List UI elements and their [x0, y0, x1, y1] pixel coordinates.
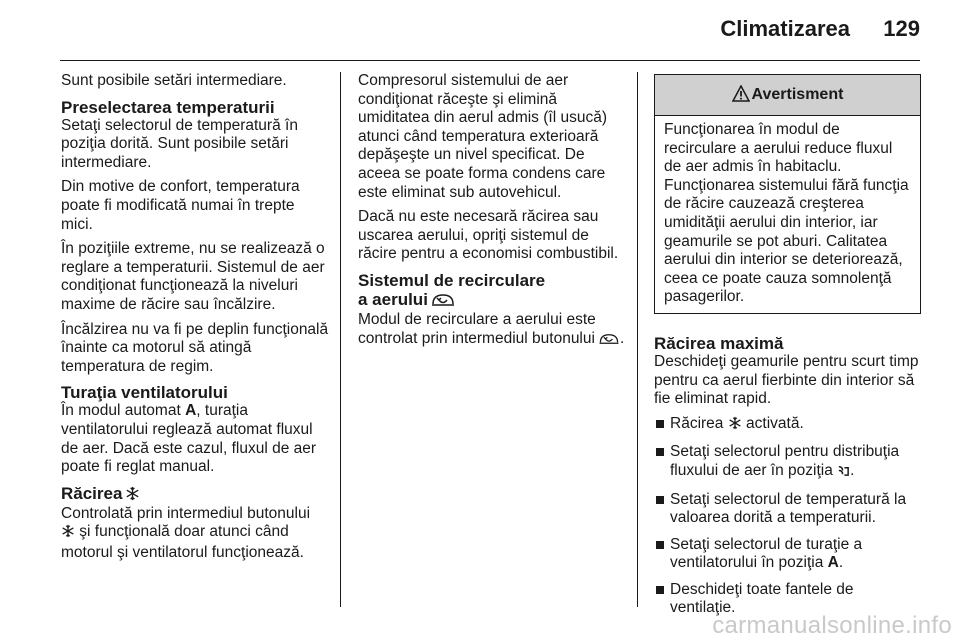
column-divider: [637, 72, 638, 607]
section-heading-max-cooling: Răcirea maximă: [654, 333, 784, 353]
bullet-square: [656, 586, 664, 594]
paragraph: [61, 505, 329, 563]
page-title: Climatizarea: [720, 16, 850, 41]
column-2: [358, 72, 626, 356]
text: Setaţi selectorul pentru distribuţia fluxului de aer în poziţia: [670, 443, 900, 479]
paragraph: Încălzirea nu va fi pe deplin funcţională înainte ca motorul să atingă temperatura de regim.: [61, 320, 329, 375]
snowflake-icon: [61, 524, 75, 544]
page-number: 129: [883, 16, 920, 41]
text: .: [838, 554, 844, 572]
bullet-square: [656, 541, 664, 549]
list-item: [654, 443, 922, 482]
paragraph: Setaţi selectorul de temperatură în poziţia dorită. Sunt posibile setări intermediare.: [61, 116, 298, 171]
snowflake-icon: [728, 416, 742, 436]
section-heading-preselect: Preselectarea temperaturii: [61, 97, 275, 117]
column-1: [61, 72, 329, 568]
heading-text: a aerului: [358, 289, 428, 309]
snowflake-icon: [125, 486, 140, 505]
bullet-list: [654, 415, 922, 618]
header-divider: [60, 60, 920, 61]
section-heading-fan: Turaţia ventilatorului: [61, 383, 228, 403]
paragraph: [358, 311, 626, 350]
intro-text: Sunt posibile setări intermediare.: [61, 72, 287, 89]
heading-text: Sistemul de recirculare: [358, 270, 546, 290]
text: , turaţia ventilatorului reglează automat fluxul de aer. Dacă este cazul, fluxul de aer poate fi reglat manual.: [61, 402, 317, 476]
section-heading-recirculation: [358, 271, 626, 311]
warning-box: [654, 74, 921, 314]
auto-mode-symbol: A: [185, 402, 197, 420]
bullet-square: [656, 496, 664, 504]
text: Controlată prin intermediul butonului: [61, 504, 311, 522]
text: .: [619, 329, 625, 347]
text: Modul de recirculare a aerului este controlat prin intermediul butonului: [358, 310, 596, 347]
bullet-square: [656, 420, 664, 428]
section-heading-cooling: [61, 484, 329, 505]
paragraph: În poziţiile extreme, nu se realizează o reglare a temperaturii. Sistemul de aer condiţionat funcţionează la niveluri maxime de răcire sau încălzire.: [61, 240, 325, 313]
text: .: [850, 461, 855, 479]
recirculation-icon: [431, 292, 455, 311]
warning-triangle-icon: [732, 78, 750, 118]
text: Răcirea: [670, 414, 728, 432]
watermark: carmanualsonline.info: [712, 612, 952, 639]
column-3: [654, 72, 922, 626]
paragraph: Dacă nu este necesară răcirea sau uscarea aerului, opriţi sistemul de răcire pentru a economisi combustibil.: [358, 208, 619, 263]
warning-title: Avertisment: [751, 86, 844, 103]
text: Deschideţi toate fantele de ventilaţie.: [670, 580, 854, 617]
warning-text: Funcţionarea în modul de recirculare a aerului reduce fluxul de aer admis în habitaclu. Funcţionarea sistemului fără funcţia de răcire cauzează creşterea umidităţii aerului din interior, iar geamurile se pot aburi. Calitatea aerului din interior se deteriorează, ceea ce poate cauza somnolenţă pasagerilor.: [664, 121, 909, 306]
text: activată.: [741, 414, 804, 432]
paragraph: [61, 402, 329, 476]
auto-mode-symbol: A: [827, 554, 839, 572]
list-item: [654, 491, 922, 528]
text: Setaţi selectorul de turaţie a ventilatorului în poziţia: [670, 535, 863, 572]
heading-text: Răcirea: [61, 483, 123, 503]
text: Setaţi selectorul de temperatură la valoarea dorită a temperaturii.: [670, 490, 907, 527]
list-item: [654, 536, 922, 573]
text: În modul automat: [61, 402, 186, 420]
warning-header: [655, 75, 920, 116]
paragraph: Deschideţi geamurile pentru scurt timp pentru ca aerul fierbinte din interior să fie eliminat rapid.: [654, 352, 919, 408]
bullet-square: [656, 448, 664, 456]
paragraph: Din motive de confort, temperatura poate fi modificată numai în trepte mici.: [61, 178, 300, 233]
text: şi funcţională doar atunci când motorul şi ventilatorul funcţionează.: [61, 523, 304, 561]
column-divider: [340, 72, 341, 607]
recirculation-icon: [598, 332, 620, 351]
paragraph: Compresorul sistemului de aer condiţionat răceşte şi elimină umiditatea din aerul admis (îl usucă) atunci când temperatura exterioară depăşeşte un nivel specificat. De aceea se poate forma condens care este eliminat sub autovehicul.: [358, 72, 607, 201]
list-item: [654, 415, 922, 436]
air-distribution-face-icon: [837, 464, 850, 483]
